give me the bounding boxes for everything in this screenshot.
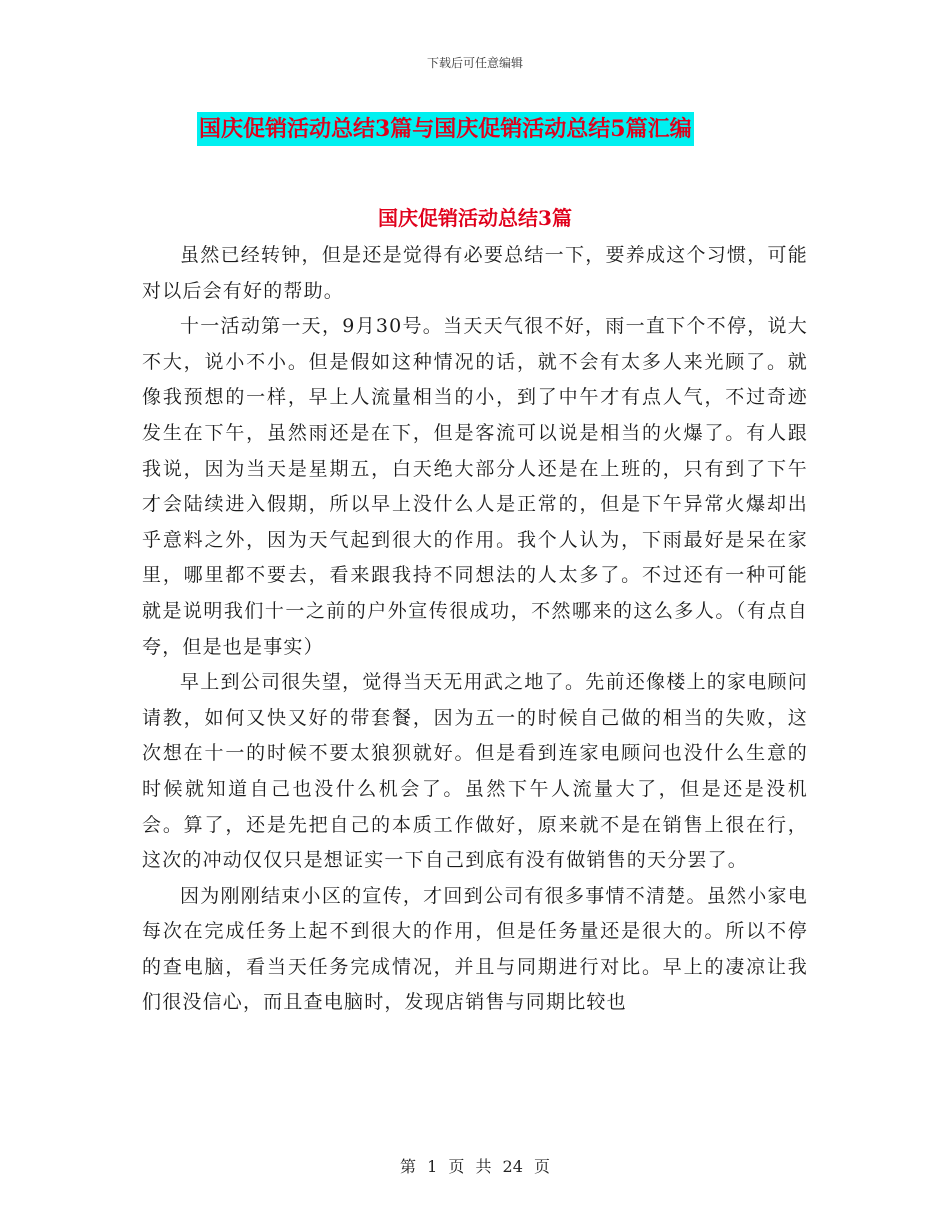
document-title: 国庆促销活动总结3篇与国庆促销活动总结5篇汇编 <box>197 112 694 146</box>
document-body <box>142 220 808 1021</box>
paragraph-3: 早上到公司很失望，觉得当天无用武之地了。先前还像楼上的家电顾问请教，如何又快又好的带套餐，因为五一的时候自己做的相当的失败，这次想在十一的时候不要太狼狈就好。但是看到连家电顾问也没什么生意的时候就知道自己也没什么机会了。虽然下午人流量大了，但是还是没机会。算了，还是先把自己的本质工作做好，原来就不是在销售上很在行，这次的冲动仅仅只是想证实一下自己到底有没有做销售的天分罢了。 <box>142 671 808 872</box>
paragraph-4: 因为刚刚结束小区的宣传，才回到公司有很多事情不清楚。虽然小家电每次在完成任务上起不到很大的作用，但是任务量还是很大的。所以不停的查电脑，看当天任务完成情况，并且与同期进行对比。早上的凄凉让我们很没信心，而且查电脑时，发现店销售与同期比较也 <box>142 884 808 1014</box>
paragraph-1: 虽然已经转钟，但是还是觉得有必要总结一下，要养成这个习惯，可能对以后会有好的帮助。 <box>142 244 808 302</box>
paragraph-2: 十一活动第一天，9月30号。当天天气很不好，雨一直下个不停，说大不大，说小不小。但是假如这种情况的话，就不会有太多人来光顾了。就像我预想的一样，早上人流量相当的小，到了中午才有点人气，不过奇迹发生在下午，虽然雨还是在下，但是客流可以说是相当的火爆了。有人跟我说，因为当天是星期五，白天绝大部分人还是在上班的，只有到了下午才会陆续进入假期，所以早上没什么人是正常的，但是下午异常火爆却出乎意料之外，因为天气起到很大的作用。我个人认为，下雨最好是呆在家里，哪里都不要去，看来跟我持不同想法的人太多了。不过还有一种可能就是说明我们十一之前的户外宣传很成功，不然哪来的这么多人。（有点自夸，但是也是事实） <box>142 315 808 658</box>
page-footer: 第 1 页 共 24 页 <box>400 1157 550 1176</box>
section-title: 国庆促销活动总结3篇 <box>378 206 572 230</box>
header-note: 下载后可任意编辑 <box>426 56 523 70</box>
